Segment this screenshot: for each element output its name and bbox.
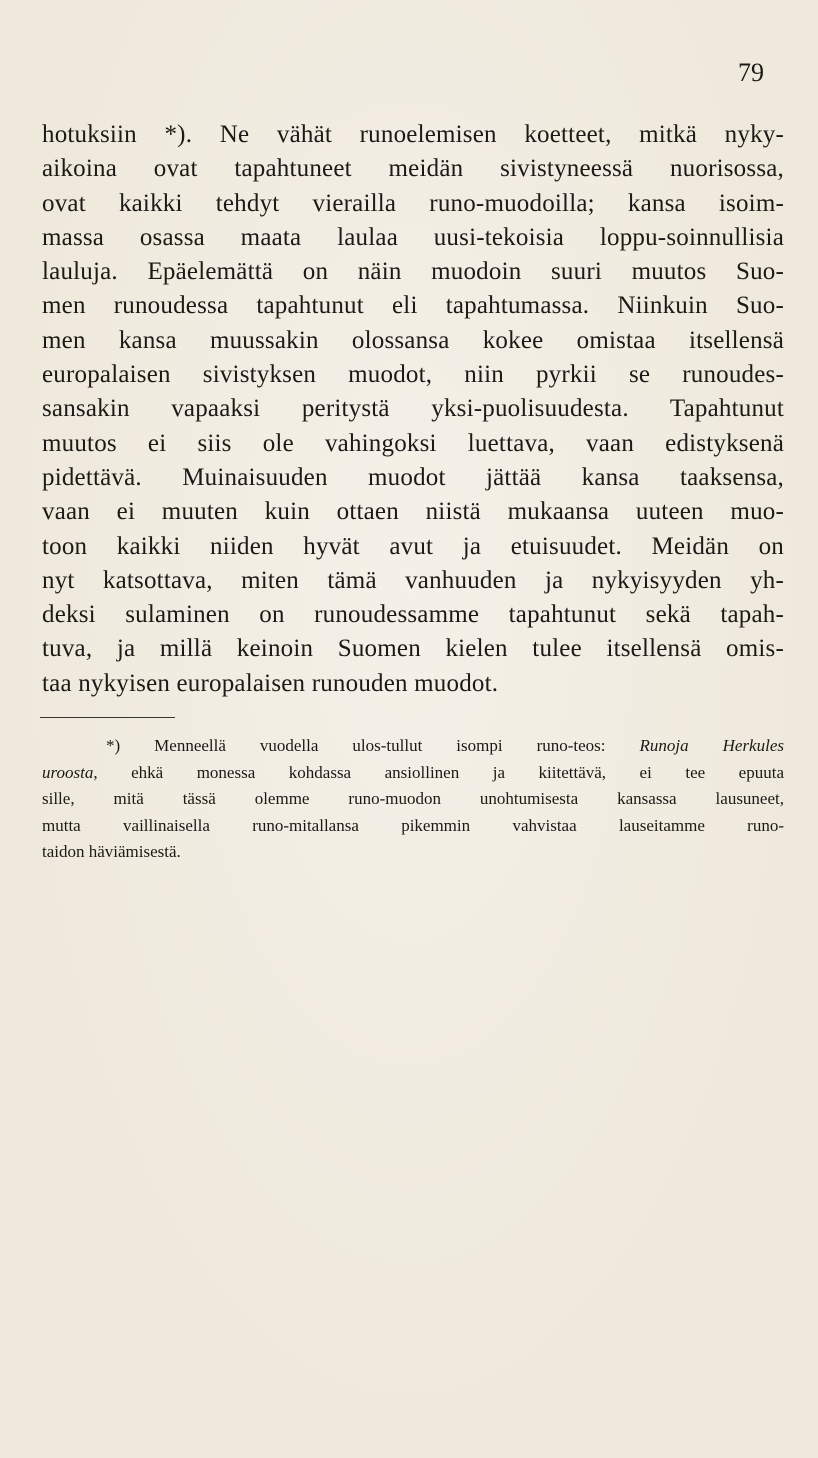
text-line: tuva, ja millä keinoin Suomen kielen tulee itsellensä omis- (42, 635, 784, 663)
text-line: deksi sulaminen on runoudessamme tapahtunut sekä tapah- (42, 601, 784, 629)
footnote-text: , ehkä monessa kohdassa ansiollinen ja kiitettävä, ei tee epuuta (93, 762, 784, 782)
text-line: massa osassa maata laulaa uusi-tekoisia loppu-soinnullisia (42, 223, 784, 251)
text-line: lauluja. Epäelemättä on näin muodoin suuri muutos Suo- (42, 258, 784, 286)
text-line: muutos ei siis ole vahingoksi luettava, vaan edistyksenä (42, 429, 784, 457)
footnote-line: sille, mitä tässä olemme runo-muodon unohtumisesta kansassa lausuneet, (42, 789, 784, 808)
text-line: ovat kaikki tehdyt vierailla runo-muodoilla; kansa isoim- (42, 189, 784, 217)
text-line: sansakin vapaaksi peritystä yksi-puolisuudesta. Tapahtunut (42, 395, 784, 423)
body-text (42, 118, 784, 701)
text-line: taa nykyisen europalaisen runouden muodot. (42, 669, 499, 697)
text-line: pidettävä. Muinaisuuden muodot jättää kansa taaksensa, (42, 463, 784, 491)
footnote-title-italic: Runoja Herkules (639, 736, 784, 755)
footnote-line: taidon häviämisestä. (42, 842, 181, 861)
footnote-text: *) Menneellä vuodella ulos-tullut isompi runo-teos: (106, 736, 640, 755)
page-number: 79 (738, 58, 764, 87)
footnote-line (42, 760, 784, 787)
text-line: men kansa muussakin olossansa kokee omistaa itsellensä (42, 326, 784, 354)
text-line: europalaisen sivistyksen muodot, niin pyrkii se runoudes- (42, 361, 784, 389)
footnote-line: mutta vaillinaisella runo-mitallansa pikemmin vahvistaa lauseitamme runo- (42, 815, 784, 835)
footnote-title-italic: uroosta (42, 762, 94, 782)
footnote-line (42, 733, 784, 760)
text-line: hotuksiin *). Ne vähät runoelemisen koetteet, mitkä nyky- (42, 121, 784, 148)
text-line: men runoudessa tapahtunut eli tapahtumassa. Niinkuin Suo- (42, 292, 784, 320)
text-line: vaan ei muuten kuin ottaen niistä mukaansa uuteen muo- (42, 498, 784, 526)
text-line: nyt katsottava, miten tämä vanhuuden ja nykyisyyden yh- (42, 566, 784, 594)
footnote-divider (40, 717, 175, 718)
text-line: aikoina ovat tapahtuneet meidän sivistyneessä nuorisossa, (42, 155, 784, 183)
footnote (42, 733, 784, 866)
text-line: toon kaikki niiden hyvät avut ja etuisuudet. Meidän on (42, 532, 784, 560)
